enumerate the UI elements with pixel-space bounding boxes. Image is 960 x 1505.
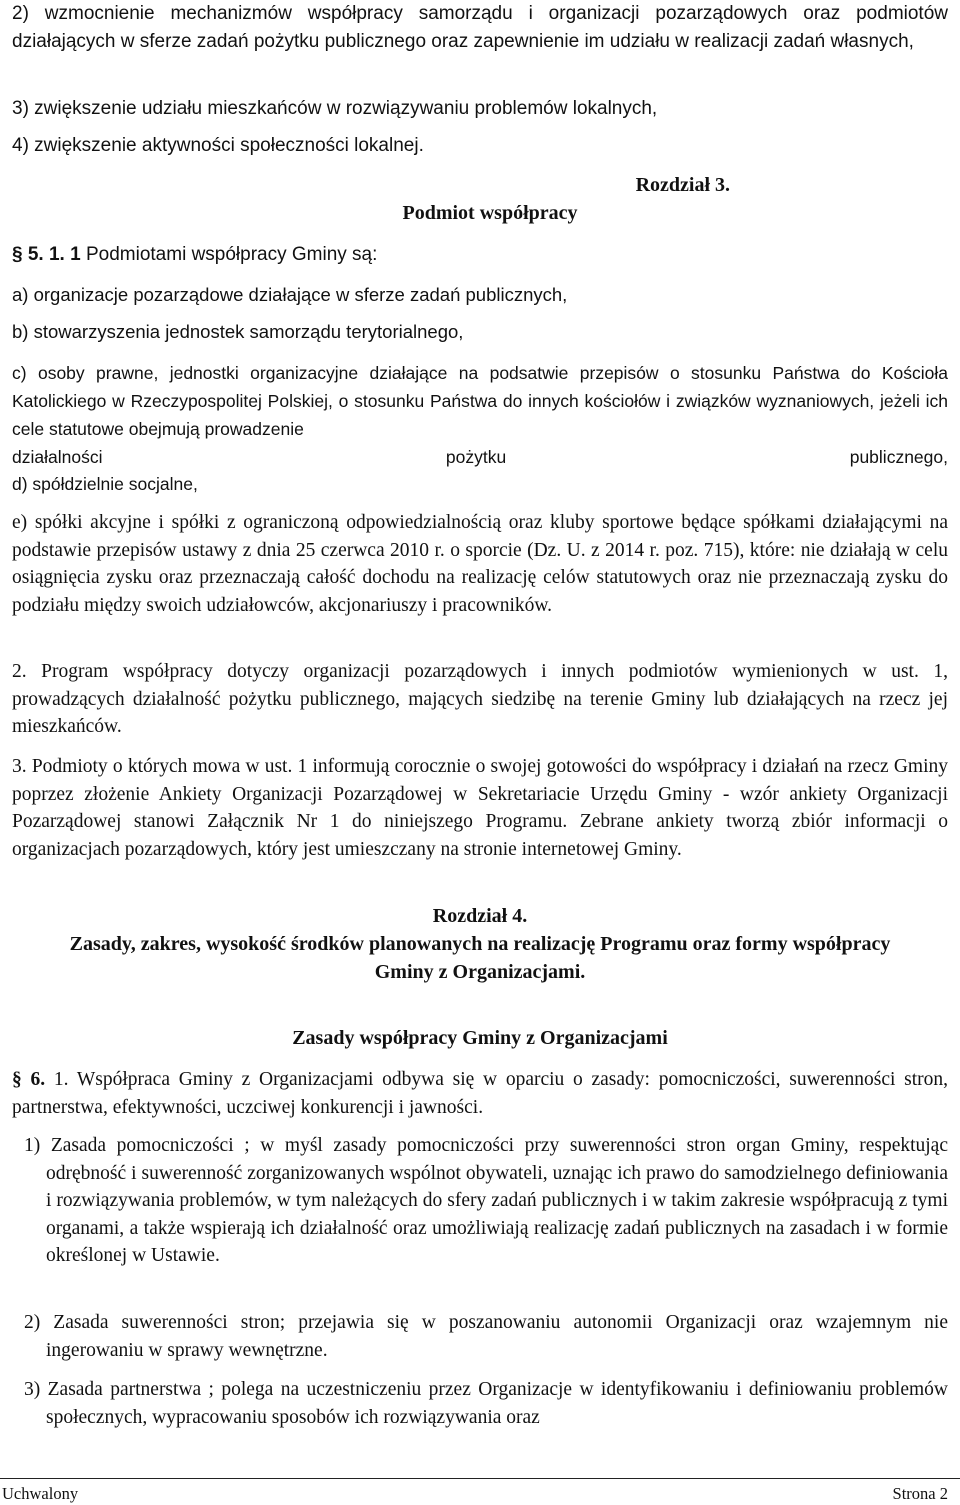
footer-divider (0, 1478, 960, 1479)
section-5-marker: § 5. 1. (12, 244, 65, 265)
section-5-lead (12, 241, 948, 268)
intro-item-2: 2) wzmocnienie mechanizmów współpracy samorządu i organizacji pozarządowych oraz podmiotów działających w sferze zadań pożytku publicznego oraz zapewnienie im udziału w realizacji zadań własnych, (12, 3, 948, 52)
footer-status: Uchwalony (2, 1484, 79, 1503)
chapter-4-subtitle: Zasady współpracy Gminy z Organizacjami (292, 1027, 668, 1049)
section-5-paragraph-3: 3. Podmioty o których mowa w ust. 1 informują corocznie o swojej gotowości do współpracy i działań na rzecz Gminy poprzez złożenie Ankiety Organizacji Pozarządowej w Sekretariacie Urzędu Gminy - wzór ankiety Organizacji Pozarządowej stanowi Załącznik Nr 1 do niniejszego Programu. Zebrane ankiety tworzą zbiór informacji o organizacjach pozarządowych, który jest umieszczany na stronie internetowej Gminy. (12, 756, 948, 860)
section-5-item-d: d) spółdzielnie socjalne, (12, 474, 198, 494)
footer-page-number: Strona 2 (892, 1484, 948, 1503)
chapter-4-title: Zasady, zakres, wysokość środków planowanych na realizację Programu oraz formy współpracy Gminy z Organizacjami. (69, 933, 891, 983)
section-6-item-3: 3) Zasada partnerstwa ; polega na uczestniczeniu przez Organizacje w identyfikowaniu i definiowaniu problemów społecznych, wypracowaniu sposobów ich rozwiązywania oraz (24, 1379, 948, 1428)
section-5-item-b: b) stowarzyszenia jednostek samorządu terytorialnego, (12, 321, 464, 342)
section-5-item-a: a) organizacje pozarządowe działające w sferze zadań publicznych, (12, 284, 568, 305)
section-5-number: 1 (70, 244, 81, 265)
section-6-lead (12, 1066, 948, 1121)
chapter-3-number-text: Rozdział 3. (635, 174, 730, 196)
chapter-3-number (300, 172, 770, 198)
chapter-3-title: Podmiot współpracy (402, 202, 578, 224)
section-6-lead-text: Współpraca Gminy z Organizacjami odbywa się w oparciu o zasady: pomocniczości, suwerenności stron, partnerstwa, efektywności, uczciwej konkurencji i jawności. (12, 1069, 949, 1118)
section-6-item-1: 1) Zasada pomocniczości ; w myśl zasady pomocniczości przy suwerenności stron organ Gminy, respektując odrębność i suwerenność zorganizowanych wspólnot obywateli, uznając ich prawo do samodzielnego definiowania i rozwiązywania problemów, w tym należących do sfery zadań publicznych i w takim zakresie współpracują z tymi organami, a także wspierają ich działalność oraz umożliwiają realizację zadań publicznych na zasadach i w formie określonej w Ustawie. (24, 1135, 948, 1266)
intro-item-3: 3) zwiększenie udziału mieszkańców w rozwiązywaniu problemów lokalnych, (12, 98, 658, 119)
section-5-item-c: c) osoby prawne, jednostki organizacyjne działające na podsatwie przepisów o stosunku Państwa do Kościoła Katolickiego w Rzeczypospolitej Polskiej, o stosunku Państwa do innych kościołów i związków wyznaniowych, jeżeli ich cele statutowe obejmują prowadzenie (12, 363, 948, 439)
section-5-lead-text: Podmiotami współpracy Gminy są: (85, 244, 378, 265)
section-5-paragraph-2: 2. Program współpracy dotyczy organizacji pozarządowych i innych podmiotów wymienionych w ust. 1, prowadzących działalność pożytku publicznego, mających siedzibę na terenie Gminy lub działających na rzecz jej mieszkańców. (12, 661, 948, 737)
intro-item-4: 4) zwiększenie aktywności społeczności lokalnej. (12, 135, 424, 156)
section-6-marker: § 6. (12, 1069, 46, 1090)
section-6-item-2: 2) Zasada suwerenności stron; przejawia się w poszanowaniu autonomii Organizacji oraz wzajemnym nie ingerowaniu w sprawy wewnętrzne. (24, 1312, 948, 1361)
chapter-4-number: Rozdział 4. (432, 905, 528, 927)
section-5-item-e: e) spółki akcyjne i spółki z ograniczoną odpowiedzialnością oraz kluby sportowe będące spółkami działającymi na podstawie przepisów ustawy z dnia 25 czerwca 2010 r. o sporcie (Dz. U. z 2014 r. poz. 715), które: nie działają w celu osiągnięcia zysku oraz przeznaczają całość dochodu na realizację celów statutowych oraz nie przeznaczają zysku do podziału między swoich udziałowców, akcjonariuszy i pracowników. (12, 512, 948, 616)
section-5-item-c-end: działalności pożytku publicznego, (12, 447, 948, 467)
section-6-lead-number: 1. (53, 1069, 69, 1090)
